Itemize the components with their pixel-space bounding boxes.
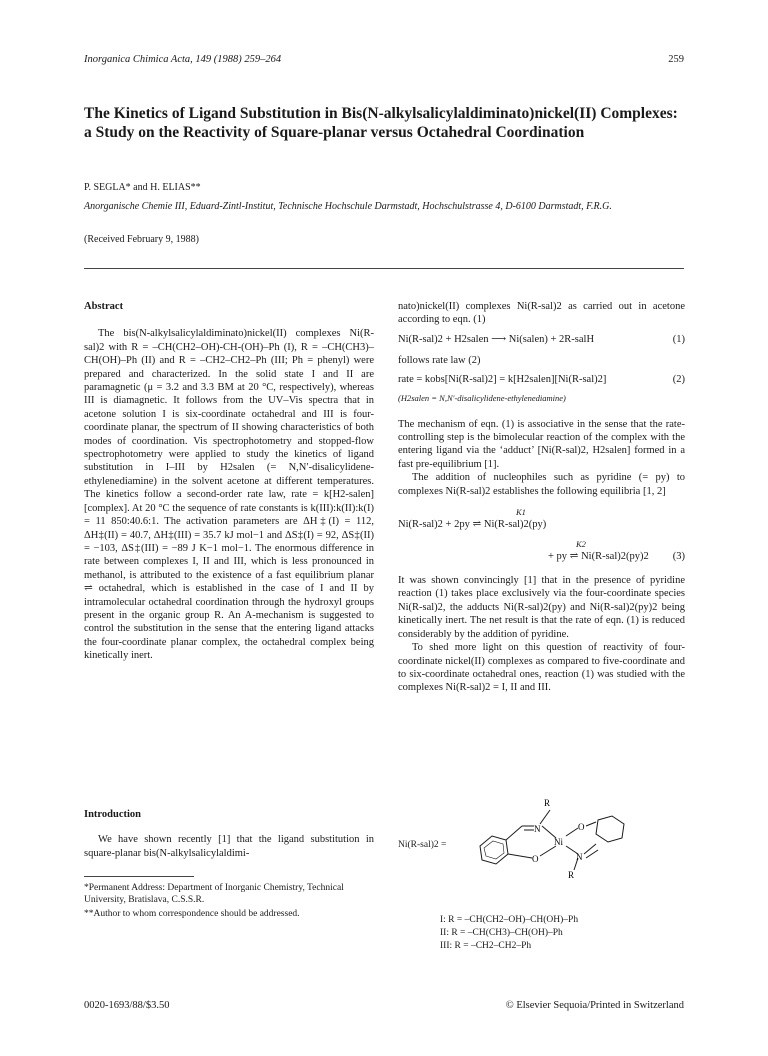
legend-ii: II: R = –CH(CH3)–CH(OH)–Ph	[440, 928, 563, 938]
footnote-rule	[84, 876, 194, 877]
page-number: 259	[668, 54, 684, 65]
abstract-section	[84, 300, 374, 663]
legend-i: I: R = –CH(CH2–OH)–CH(OH)–Ph	[440, 915, 579, 925]
paragraph: To shed more light on this question of reactivity of four-coordinate nickel(II) complexes as compared to five-coordinate and to six-coordinate octahedral ones, reaction (1) was studied with the complexes Ni(R-sal)2 = I, II and III.	[398, 642, 685, 694]
equation-3-number: (3)	[672, 551, 685, 563]
legend-iii: III: R = –CH2–CH2–Ph	[440, 941, 532, 951]
paragraph: The addition of nucleophiles such as pyridine (= py) to complexes Ni(R-sal)2 establishes the following equilibria [1, 2]	[398, 472, 685, 497]
atom-n-left: N	[534, 824, 541, 834]
footnote-2: **Author to whom correspondence should be addressed.	[84, 909, 300, 919]
equation-2-number: (2)	[672, 374, 685, 386]
atom-r-bottom: R	[568, 870, 575, 878]
authors: P. SEGLA* and H. ELIAS**	[84, 182, 201, 193]
affiliation: Anorganische Chemie III, Eduard-Zintl-Institut, Technische Hochschule Darmstadt, Hochschulstrasse 4, D-6100 Darmstadt, F.R.G.	[84, 201, 612, 212]
abstract-text: The bis(N-alkylsalicylaldiminato)nickel(II) complexes Ni(R-sal)2 with R = –CH(CH2–OH)-CH-(OH)–Ph (I), R = –CH(CH3)–CH(OH)–Ph (II) and R = –CH2–CH2–Ph (III; Ph = phenyl) were prepared and characterized. In the solid state I and II are paramagnetic (μ = 3.2 and 3.3 BM at 20 °C, respectively), whereas III is diamagnetic. It follows from the UV–Vis spectra that in acetone solution I is six-coordinate octahedral and III is four-coordinate planar, the spectrum of II showing characteristics of both modes of coordination. Vis spectrophotometry and stopped-flow spectrophotometry were applied to study the kinetics of ligand substitution in I–III by H2salen (= N,N′-disalicylidene-ethylenediamine) in the solvent acetone at different temperatures. The kinetics follow a second-order rate law, rate = k[H2-salen][complex]. At 20 °C the sequence of rate constants is k(III):k(II):k(I) = 11 850:40.6:1. The activation parameters are ΔH‡(I) = 112, ΔH‡(II) = 40.7, ΔH‡(III) = 35.7 kJ mol−1 and ΔS‡(I) = 92, ΔS‡(II) = −103, ΔS‡(III) = −89 J K−1 mol−1. The enormous difference in rate between complexes I, II and III, which is less pronounced in methanol, is attributed to the existence of a fast equilibrium planar ⇌ octahedral, which is established in the case of I and II by intramolecular octahedral coordination through the hydroxyl groups present in the organic group R. An A-mechanism is suggested to control the substitution in the sense that the entering ligand attacks the four-coordinate planar complex, the octahedral complex being kinetically inert.	[84, 328, 374, 662]
paragraph: The mechanism of eqn. (1) is associative in the sense that the rate-controlling step is the bimolecular reaction of the complex with the entering ligand via the ‘adduct’ [Ni(R-sal)2, H2salen] formed in a fast pre-equilibrium [1].	[398, 418, 685, 470]
publisher-notice: © Elsevier Sequoia/Printed in Switzerland	[505, 1000, 684, 1011]
equation-3b-text: + py ⇌ Ni(R-sal)2(py)2	[548, 551, 649, 563]
k2-label: K2	[576, 539, 586, 550]
atom-n-right: N	[576, 852, 583, 862]
k1-label: K1	[516, 507, 526, 518]
equation-1-number: (1)	[672, 333, 685, 345]
equation-3b	[398, 538, 685, 568]
paragraph: nato)nickel(II) complexes Ni(R-sal)2 as carried out in acetone according to eqn. (1)	[398, 301, 685, 326]
header-rule	[84, 268, 684, 269]
atom-o-right: O	[578, 822, 585, 832]
equation-2-text: rate = kobs[Ni(R-sal)2] = k[H2salen][Ni(R-sal)2]	[398, 374, 607, 386]
received-date: (Received February 9, 1988)	[84, 234, 199, 245]
structure-label: Ni(R-sal)2 =	[398, 840, 447, 850]
atom-ni: Ni	[554, 837, 563, 847]
right-column	[398, 300, 685, 695]
atom-o-left: O	[532, 854, 539, 864]
equation-1-text: Ni(R-sal)2 + H2salen ⟶ Ni(salen) + 2R-salH	[398, 333, 595, 345]
introduction-heading: Introduction	[84, 809, 141, 820]
equation-3a-text: Ni(R-sal)2 + 2py ⇌ Ni(R-sal)2(py)	[398, 519, 547, 531]
paper-title: The Kinetics of Ligand Substitution in Bis(N-alkylsalicylaldiminato)nickel(II) Complexes: a Study on the Reactivity of Square-planar versus Octahedral Coordination	[84, 105, 678, 141]
article-code: 0020-1693/88/$3.50	[84, 1000, 170, 1011]
introduction-section	[84, 808, 374, 860]
nickel-complex-structure	[470, 788, 650, 878]
abstract-heading: Abstract	[84, 301, 124, 312]
equation-1	[398, 333, 685, 348]
journal-citation: Inorganica Chimica Acta, 149 (1988) 259–264	[84, 54, 282, 65]
paragraph: follows rate law (2)	[398, 354, 481, 366]
right-ring	[596, 816, 624, 842]
introduction-text: We have shown recently [1] that the ligand substitution in square-planar bis(N-alkylsalicylaldimi-	[84, 834, 374, 859]
paragraph: It was shown convincingly [1] that in the presence of pyridine reaction (1) takes place exclusively via the four-coordinate species Ni(R-sal)2, the adducts Ni(R-sal)2(py) and Ni(R-sal)2(py)2 being kinetically inert. The net result is that the rate of eqn. (1) is reduced considerably by the addition of pyridine.	[398, 575, 685, 640]
footnote-1: *Permanent Address: Department of Inorganic Chemistry, Technical University, Bratislava, C.S.S.R.	[84, 883, 344, 905]
equation-2	[398, 373, 685, 388]
atom-r-top: R	[544, 798, 551, 808]
equation-3a	[398, 506, 685, 536]
equation-2-note: (H2salen = N,N′-disalicylidene-ethylenediamine)	[398, 393, 566, 404]
